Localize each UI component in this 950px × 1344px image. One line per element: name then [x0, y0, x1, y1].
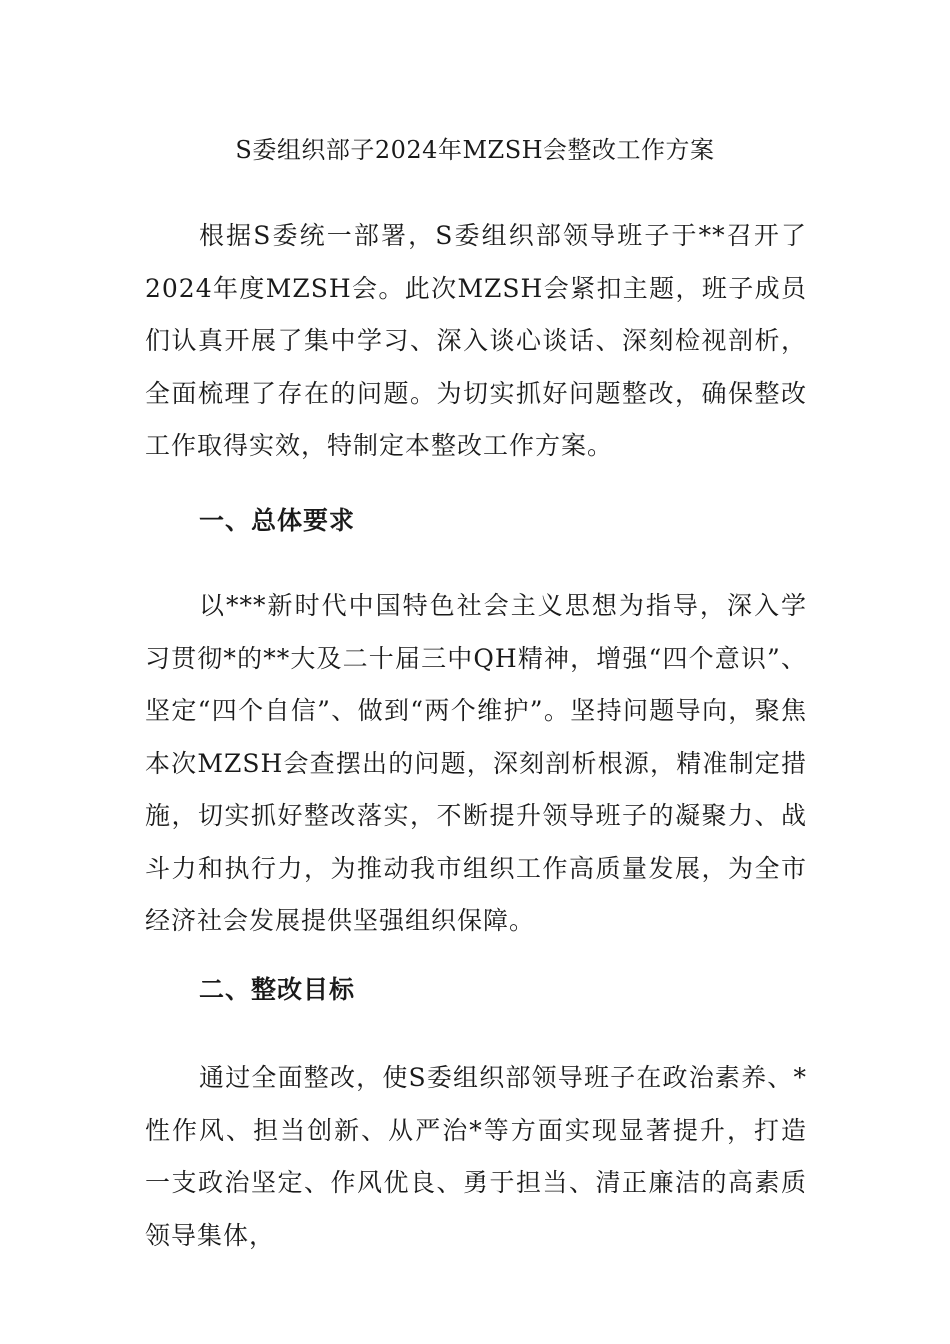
intro-paragraph: 根据S委统一部署，S委组织部领导班子于**召开了2024年度MZSH会。此次MZSH会紧扣主题，班子成员们认真开展了集中学习、深入谈心谈话、深刻检视剖析，全面梳理了存在的问题。为切实抓好问题整改，确保整改工作取得实效，特制定本整改工作方案。 [145, 221, 807, 460]
section-body-overall-requirements: 以***新时代中国特色社会主义思想为指导，深入学习贯彻*的**大及二十届三中QH精神，增强“四个意识”、坚定“四个自信”、做到“两个维护”。坚持问题导向，聚焦本次MZSH会查摆出的问题，深刻剖析根源，精准制定措施，切实抓好整改落实，不断提升领导班子的凝聚力、战斗力和执行力，为推动我市组织工作高质量发展，为全市经济社会发展提供坚强组织保障。 [145, 591, 807, 935]
section-body-rectification-goals: 通过全面整改，使S委组织部领导班子在政治素养、*性作风、担当创新、从严治*等方面实现显著提升，打造一支政治坚定、作风优良、勇于担当、清正廉洁的高素质领导集体， [145, 1063, 807, 1250]
section-heading-rectification-goals: 二、整改目标 [199, 975, 356, 1004]
document-title: S委组织部子2024年MZSH会整改工作方案 [235, 136, 715, 164]
section-heading-overall-requirements: 一、总体要求 [199, 506, 356, 535]
